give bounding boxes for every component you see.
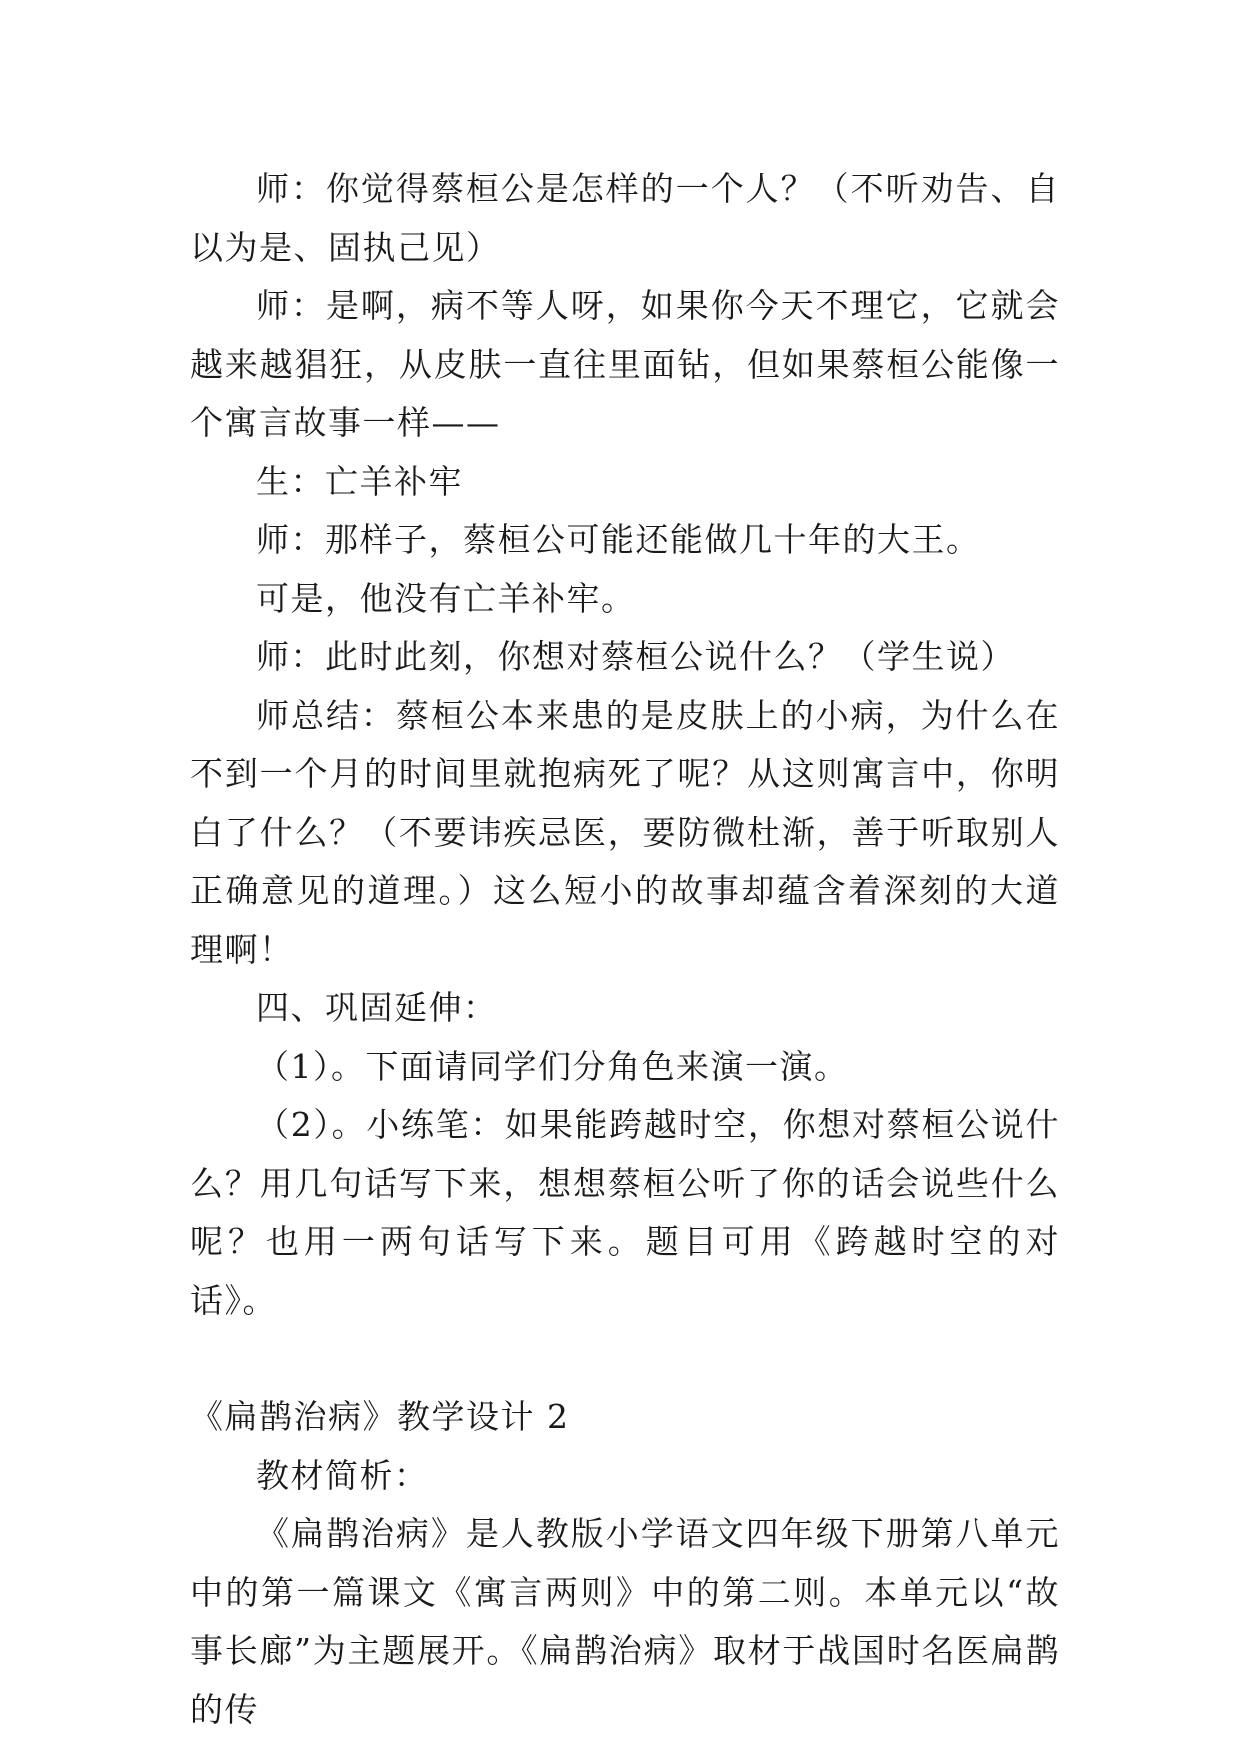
spacer [190, 1330, 1060, 1388]
paragraph: 《扁鹊治病》是人教版小学语文四年级下册第八单元中的第一篇课文《寓言两则》中的第二则。本单元以“故事长廊”为主题展开。《扁鹊治病》取材于战国时名医扁鹊的传 [190, 1514, 1060, 1729]
paragraph: 可是，他没有亡羊补牢。 [256, 578, 636, 618]
section-heading: 四、巩固延伸： [256, 988, 498, 1027]
document-section-title: 《扁鹊治病》教学设计 2 [190, 1397, 570, 1436]
paragraph: 师：你觉得蔡桓公是怎样的一个人？（不听劝告、自以为是、固执己见） [190, 169, 1060, 267]
paragraph: 师总结：蔡桓公本来患的是皮肤上的小病，为什么在不到一个月的时间里就抱病死了呢？从这则寓言中，你明白了什么？（不要讳疾忌医，要防微杜渐，善于听取别人正确意见的道理。）这么短小的故事却蕴含着深刻的大道理啊！ [190, 695, 1060, 969]
list-item: （2）。小练笔：如果能跨越时空，你想对蔡桓公说什么？用几句话写下来，想想蔡桓公听了你的话会说些什么呢？也用一两句话写下来。题目可用《跨越时空的对话》。 [190, 1105, 1060, 1320]
document-body [190, 160, 1060, 1739]
paragraph: 师：是啊，病不等人呀，如果你今天不理它，它就会越来越猖狂，从皮肤一直往里面钻，但如果蔡桓公能像一个寓言故事一样—— [190, 286, 1060, 442]
paragraph: 教材简析： [256, 1455, 429, 1495]
paragraph: 生：亡羊补牢 [256, 461, 463, 501]
paragraph: 师：此时此刻，你想对蔡桓公说什么？（学生说） [256, 637, 1015, 676]
paragraph: 师：那样子，蔡桓公可能还能做几十年的大王。 [256, 520, 981, 559]
list-item: （1）。下面请同学们分角色来演一演。 [256, 1046, 849, 1086]
